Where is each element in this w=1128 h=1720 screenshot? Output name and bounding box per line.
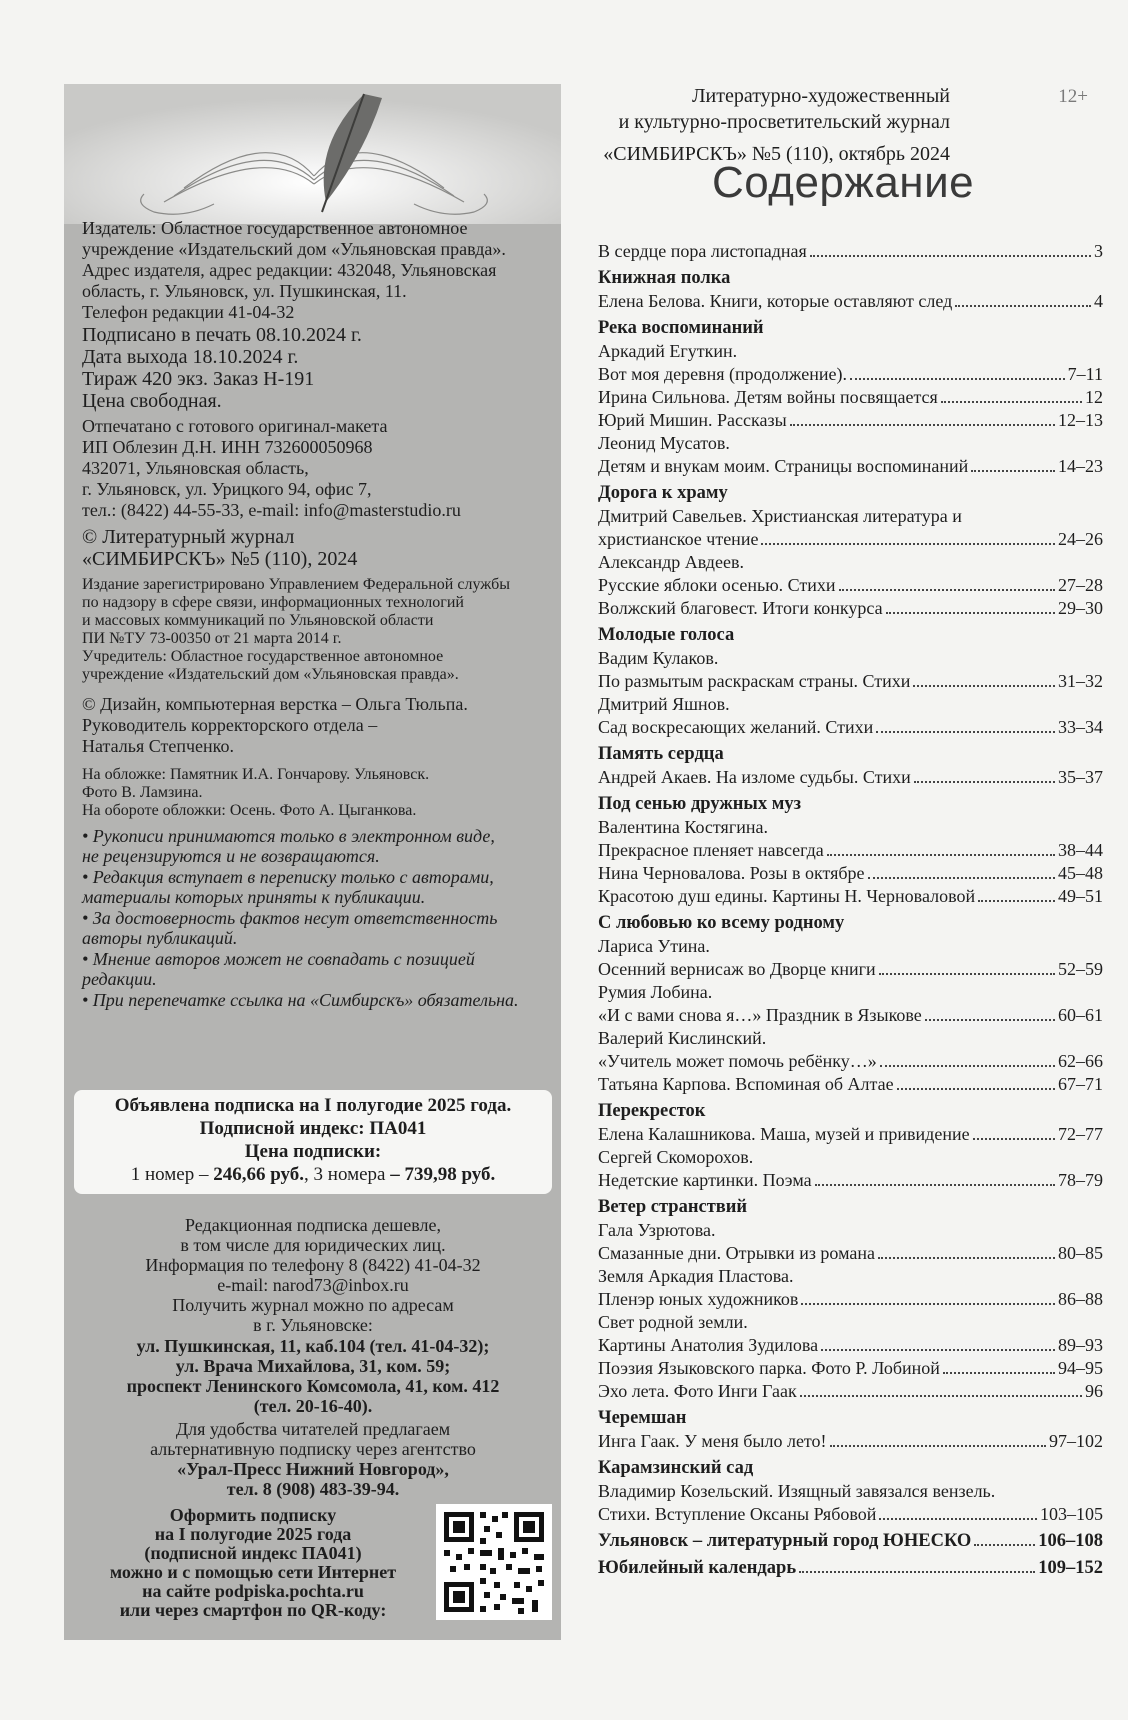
note-line: • Редакция вступает в переписку только с авторами, — [82, 867, 494, 887]
page-number: 52–59 — [1058, 959, 1103, 979]
alt-sub-line: альтернативную подписку через агентство — [150, 1439, 476, 1459]
toc-section-entry[interactable] — [598, 1530, 1103, 1553]
online-line: на сайте podpiska.pochta.ru — [142, 1581, 364, 1601]
dot-leader — [914, 781, 1055, 783]
quill-and-book-icon — [64, 84, 561, 224]
cover-line: На обложке: Памятник И.А. Гончарову. Ульяновск. — [82, 766, 430, 783]
page-number: 89–93 — [1058, 1335, 1103, 1355]
toc-section-entry[interactable] — [598, 1557, 1103, 1580]
printer-line: 432071, Ульяновская область, — [82, 458, 309, 478]
toc-entry[interactable] — [598, 1146, 1103, 1169]
page-number: 35–37 — [1058, 767, 1103, 787]
copyright-line: «СИМБИРСКЪ» №5 (110), 2024 — [82, 548, 358, 570]
dot-leader — [943, 1372, 1055, 1374]
entry-title: Вадим Кулаков. — [598, 648, 719, 668]
dot-leader — [830, 1445, 1046, 1447]
entry-title: Юбилейный календарь — [598, 1558, 797, 1578]
page-number: 14–23 — [1058, 456, 1103, 476]
registration-line: Издание зарегистрировано Управлением Федеральной службы — [82, 576, 510, 593]
note-line: материалы которых приняты к публикации. — [82, 887, 426, 907]
entry-title: Красотою душ едины. Картины Н. Черноваловой — [598, 886, 976, 906]
editorial-sub-line: Получить журнал можно по адресам — [172, 1295, 454, 1315]
dot-leader — [821, 1349, 1055, 1351]
entry-title: Юрий Мишин. Рассказы — [598, 410, 787, 430]
entry-title: Гала Узрютова. — [598, 1220, 716, 1240]
section-title: С любовью ко всему родному — [598, 913, 845, 933]
toc-entry[interactable] — [598, 409, 1103, 432]
section-title: Перекресток — [598, 1101, 706, 1121]
section-title: Под сенью дружных муз — [598, 794, 802, 814]
toc-entry[interactable] — [598, 528, 1103, 551]
address-line: ул. Врача Михайлова, 31, ком. 59; — [175, 1356, 451, 1376]
address-line: ул. Пушкинская, 11, каб.104 (тел. 41-04-32); — [136, 1336, 490, 1356]
toc-entry[interactable] — [598, 693, 1103, 716]
publisher-line: область, г. Ульяновск, ул. Пушкинская, 11. — [82, 281, 407, 301]
toc-entry[interactable] — [598, 862, 1103, 885]
entry-title: Елена Калашникова. Маша, музей и привидение — [598, 1124, 970, 1144]
toc-entry[interactable] — [598, 1219, 1103, 1242]
toc-entry[interactable] — [598, 1311, 1103, 1334]
dot-leader — [879, 973, 1055, 975]
dot-leader — [879, 1518, 1037, 1520]
section-title: Молодые голоса — [598, 625, 735, 645]
registration-line: учреждение «Издательский дом «Ульяновская правда». — [82, 666, 459, 683]
page-number: 96 — [1085, 1381, 1103, 1401]
dot-leader — [913, 685, 1055, 687]
page-number: 62–66 — [1058, 1051, 1103, 1071]
entry-title: христианское чтение — [598, 529, 759, 549]
toc-entry[interactable] — [598, 647, 1103, 670]
entry-title: «Учитель может помочь ребёнку…» — [598, 1051, 877, 1071]
page-number: 7–11 — [1067, 364, 1103, 384]
design-line: Руководитель корректорского отдела – — [82, 715, 378, 735]
printer-line: Отпечатано с готового оригинал-макета — [82, 416, 388, 436]
age-rating-badge: 12+ — [1058, 86, 1088, 107]
publisher-line: учреждение «Издательский дом «Ульяновская правда». — [82, 239, 506, 259]
dot-leader — [827, 854, 1055, 856]
print-info-line: Цена свободная. — [82, 390, 222, 412]
note-line: редакции. — [82, 969, 157, 989]
entry-title: Эхо лета. Фото Инги Гаак — [598, 1381, 797, 1401]
entry-title: Леонид Мусатов. — [598, 433, 730, 453]
printer-line: г. Ульяновск, ул. Урицкого 94, офис 7, — [82, 479, 372, 499]
print-info-line: Подписано в печать 08.10.2024 г. — [82, 324, 362, 346]
toc-section-heading[interactable] — [598, 1196, 1103, 1219]
toc-entry[interactable] — [598, 766, 1103, 789]
entry-title: Свет родной земли. — [598, 1312, 748, 1332]
publisher-line: Телефон редакции 41-04-32 — [82, 302, 295, 322]
dot-leader — [897, 1088, 1055, 1090]
section-title: Река воспоминаний — [598, 318, 764, 338]
toc-entry[interactable] — [598, 574, 1103, 597]
entry-title: Ирина Сильнова. Детям войны посвящается — [598, 387, 938, 407]
editorial-sub-line: Редакционная подписка дешевле, — [185, 1215, 441, 1235]
print-info-line: Дата выхода 18.10.2024 г. — [82, 346, 299, 368]
subscription-index: Подписной индекс: ПА041 — [199, 1118, 427, 1139]
publisher-line: Адрес издателя, адрес редакции: 432048, Ульяновская — [82, 260, 497, 280]
toc-entry[interactable] — [598, 981, 1103, 1004]
entry-title: Волжский благовест. Итоги конкурса — [598, 598, 883, 618]
page-number: 80–85 — [1058, 1243, 1103, 1263]
page-number: 86–88 — [1058, 1289, 1103, 1309]
dot-leader — [880, 1065, 1055, 1067]
print-info-line: Тираж 420 экз. Заказ Н-191 — [82, 368, 315, 390]
dot-leader — [839, 589, 1055, 591]
note-line: не рецензируются и не возвращаются. — [82, 846, 380, 866]
header-line: и культурно-просветительский журнал — [618, 111, 950, 133]
editorial-sub-line: Информация по телефону 8 (8422) 41-04-32 — [145, 1255, 481, 1275]
table-of-contents — [598, 240, 1103, 1580]
address-line: проспект Ленинского Комсомола, 41, ком. 412 — [126, 1376, 500, 1396]
page-number: 3 — [1094, 241, 1103, 261]
toc-entry[interactable] — [598, 1050, 1103, 1073]
page-number: 24–26 — [1058, 529, 1103, 549]
page-number: 60–61 — [1058, 1005, 1103, 1025]
entry-title: Владимир Козельский. Изящный завязался вензель. — [598, 1481, 996, 1501]
toc-entry[interactable] — [598, 1357, 1103, 1380]
dot-leader — [799, 1571, 1035, 1573]
section-title: Память сердца — [598, 744, 724, 764]
online-line: или через смартфон по QR-коду: — [119, 1600, 387, 1620]
toc-entry[interactable] — [598, 551, 1103, 574]
dot-leader — [876, 731, 1055, 733]
section-title: Черемшан — [598, 1408, 687, 1428]
note-line: авторы публикаций. — [82, 928, 238, 948]
registration-line: и массовых коммуникаций по Ульяновской области — [82, 612, 434, 629]
page-number: 29–30 — [1058, 598, 1103, 618]
toc-entry[interactable] — [598, 363, 1103, 386]
page-number: 38–44 — [1058, 840, 1103, 860]
entry-title: Недетские картинки. Поэма — [598, 1170, 812, 1190]
entry-title: Аркадий Егуткин. — [598, 341, 738, 361]
toc-entry[interactable] — [598, 1073, 1103, 1096]
registration-line: по надзору в сфере связи, информационных технологий — [82, 594, 464, 611]
toc-entry[interactable] — [598, 716, 1103, 739]
printer-line: тел.: (8422) 44-55-33, e-mail: info@masterstudio.ru — [82, 500, 461, 520]
agency-line: тел. 8 (908) 483-39-94. — [226, 1479, 400, 1499]
dot-leader — [801, 1303, 1055, 1305]
toc-entry[interactable] — [598, 1123, 1103, 1146]
dot-leader — [790, 424, 1055, 426]
dot-leader — [886, 612, 1055, 614]
header-line: Литературно-художественный — [691, 85, 950, 107]
dot-leader — [868, 877, 1055, 879]
toc-entry[interactable] — [598, 1288, 1103, 1311]
editorial-sub-line: в том числе для юридических лиц. — [180, 1235, 446, 1255]
page-number: 72–77 — [1058, 1124, 1103, 1144]
price-three-label: , 3 номера — [304, 1164, 391, 1185]
page-number: 78–79 — [1058, 1170, 1103, 1190]
subscription-price-label: Цена подписки: — [244, 1141, 382, 1162]
subscription-prices — [74, 1163, 552, 1186]
page-number: 67–71 — [1058, 1074, 1103, 1094]
design-line: © Дизайн, компьютерная верстка – Ольга Тюльпа. — [82, 694, 468, 714]
entry-title: Осенний вернисаж во Дворце книги — [598, 959, 876, 979]
entry-title: Лариса Утина. — [598, 936, 710, 956]
entry-title: Пленэр юных художников — [598, 1289, 799, 1309]
note-line: • Мнение авторов может не совпадать с позицией — [82, 949, 475, 969]
dot-leader — [810, 255, 1091, 257]
quill-ornament-banner — [64, 84, 561, 224]
entry-title: Сергей Скоморохов. — [598, 1147, 754, 1167]
toc-entry[interactable] — [598, 455, 1103, 478]
toc-entry[interactable] — [598, 670, 1103, 693]
toc-entry[interactable] — [598, 885, 1103, 908]
entry-title: Андрей Акаев. На изломе судьбы. Стихи — [598, 767, 911, 787]
copyright-line: © Литературный журнал — [82, 526, 295, 548]
toc-entry[interactable] — [598, 386, 1103, 409]
entry-title: Стихи. Вступление Оксаны Рябовой — [598, 1504, 877, 1524]
entry-title: Татьяна Карпова. Вспоминая об Алтае — [598, 1074, 894, 1094]
entry-title: Валерий Кислинский. — [598, 1028, 767, 1048]
dot-leader — [941, 401, 1082, 403]
entry-title: Земля Аркадия Пластова. — [598, 1266, 794, 1286]
online-line: на I полугодие 2025 года — [154, 1524, 352, 1544]
alt-sub-line: Для удобства читателей предлагаем — [175, 1419, 451, 1439]
page-number: 12–13 — [1058, 410, 1103, 430]
toc-entry[interactable] — [598, 1503, 1103, 1526]
online-line: Оформить подписку — [169, 1505, 337, 1525]
entry-title: Александр Авдеев. — [598, 552, 744, 572]
note-line: • При перепечатке ссылка на «Симбирскъ» обязательна. — [82, 990, 519, 1010]
toc-section-heading[interactable] — [598, 1100, 1103, 1123]
toc-section-heading[interactable] — [598, 624, 1103, 647]
cover-line: Фото В. Ламзина. — [82, 784, 203, 801]
toc-entry[interactable] — [598, 340, 1103, 363]
entry-title: Русские яблоки осенью. Стихи — [598, 575, 836, 595]
price-one-value: 246,66 руб. — [213, 1164, 305, 1185]
toc-section-heading[interactable] — [598, 793, 1103, 816]
toc-entry[interactable] — [598, 1480, 1103, 1503]
entry-title: Нина Черновалова. Розы в октябре — [598, 863, 865, 883]
toc-entry[interactable] — [598, 1242, 1103, 1265]
dot-leader — [925, 1019, 1055, 1021]
section-title: Карамзинский сад — [598, 1458, 754, 1478]
dot-leader — [878, 1257, 1055, 1259]
toc-entry[interactable] — [598, 839, 1103, 862]
toc-entry[interactable] — [598, 958, 1103, 981]
dot-leader — [974, 1544, 1035, 1546]
subscription-headline: Объявлена подписка на I полугодие 2025 года. — [114, 1095, 512, 1116]
toc-section-heading[interactable] — [598, 482, 1103, 505]
entry-title: Сад воскресающих желаний. Стихи — [598, 717, 874, 737]
entry-title: Картины Анатолия Зудилова — [598, 1335, 819, 1355]
entry-title: По размытым раскраскам страны. Стихи — [598, 671, 911, 691]
toc-section-heading[interactable] — [598, 317, 1103, 340]
entry-title: Поэзия Языковского парка. Фото Р. Лобиной — [598, 1358, 940, 1378]
dot-leader — [800, 1395, 1082, 1397]
subscription-box — [74, 1090, 552, 1194]
entry-title: Ульяновск – литературный город ЮНЕСКО — [598, 1531, 972, 1551]
toc-entry[interactable] — [598, 505, 1103, 528]
entry-title: В сердце пора листопадная — [598, 241, 807, 261]
page-number: 109–152 — [1038, 1558, 1103, 1578]
dot-leader — [815, 1184, 1055, 1186]
toc-entry[interactable] — [598, 1265, 1103, 1288]
toc-section-heading[interactable] — [598, 1407, 1103, 1430]
entry-title: Валентина Костягина. — [598, 817, 768, 837]
page-number: 4 — [1094, 291, 1103, 311]
toc-section-heading[interactable] — [598, 1457, 1103, 1480]
toc-entry[interactable] — [598, 1380, 1103, 1403]
page-title: Содержание — [712, 158, 975, 207]
note-line: • Рукописи принимаются только в электронном виде, — [82, 826, 495, 846]
toc-entry[interactable] — [598, 935, 1103, 958]
editorial-sub-line: в г. Ульяновске: — [253, 1315, 373, 1335]
toc-entry[interactable] — [598, 290, 1103, 313]
page-number: 12 — [1085, 387, 1103, 407]
toc-entry[interactable] — [598, 1004, 1103, 1027]
entry-title: Елена Белова. Книги, которые оставляют след — [598, 291, 953, 311]
dot-leader — [971, 470, 1055, 472]
toc-entry[interactable] — [598, 597, 1103, 620]
price-three-value: – 739,98 руб. — [390, 1164, 496, 1185]
online-line: (подписной индекс ПА041) — [144, 1543, 362, 1563]
dot-leader — [955, 305, 1091, 307]
page-number: 97–102 — [1049, 1431, 1103, 1451]
entry-title: Прекрасное пленяет навсегда — [598, 840, 824, 860]
entry-title: Детям и внукам моим. Страницы воспоминаний — [598, 456, 969, 476]
entry-title: «И с вами снова я…» Праздник в Языкове — [598, 1005, 922, 1025]
page-number: 106–108 — [1038, 1531, 1103, 1551]
toc-section-heading[interactable] — [598, 267, 1103, 290]
editorial-email: e-mail: narod73@inbox.ru — [217, 1275, 409, 1295]
price-one-label: 1 номер – — [130, 1164, 214, 1185]
toc-entry[interactable] — [598, 1027, 1103, 1050]
toc-entry[interactable] — [598, 432, 1103, 455]
qr-code-icon — [436, 1504, 552, 1620]
page-number: 33–34 — [1058, 717, 1103, 737]
publisher-line: Издатель: Областное государственное автономное — [82, 218, 468, 238]
toc-entry[interactable] — [598, 816, 1103, 839]
registration-line: ПИ №ТУ 73-00350 от 21 марта 2014 г. — [82, 630, 342, 647]
section-title: Книжная полка — [598, 268, 731, 288]
dot-leader — [761, 543, 1055, 545]
entry-title: Дмитрий Яшнов. — [598, 694, 730, 714]
dot-leader — [973, 1138, 1055, 1140]
toc-entry[interactable] — [598, 1169, 1103, 1192]
issue-line: «СИМБИРСКЪ» №5 (110), октябрь 2024 — [603, 143, 950, 165]
page-number: 94–95 — [1058, 1358, 1103, 1378]
section-title: Ветер странствий — [598, 1197, 748, 1217]
address-line: (тел. 20-16-40). — [253, 1396, 373, 1416]
toc-section-heading[interactable] — [598, 743, 1103, 766]
page-number: 49–51 — [1058, 886, 1103, 906]
toc-entry[interactable] — [598, 1430, 1103, 1453]
page-number: 27–28 — [1058, 575, 1103, 595]
toc-section-heading[interactable] — [598, 912, 1103, 935]
cover-line: На обороте обложки: Осень. Фото А. Цыганкова. — [82, 802, 417, 819]
note-line: • За достоверность фактов несут ответственность — [82, 908, 498, 928]
page-number: 31–32 — [1058, 671, 1103, 691]
online-line: можно и с помощью сети Интернет — [109, 1562, 397, 1582]
entry-title: Инга Гаак. У меня было лето! — [598, 1431, 827, 1451]
entry-title: Вот моя деревня (продолжение). — [598, 364, 847, 384]
imprint-panel — [64, 84, 561, 1640]
design-line: Наталья Степченко. — [82, 736, 234, 756]
toc-entry[interactable] — [598, 240, 1103, 263]
toc-entry[interactable] — [598, 1334, 1103, 1357]
section-title: Дорога к храму — [598, 483, 728, 503]
page-number: 103–105 — [1040, 1504, 1103, 1524]
page-number: 45–48 — [1058, 863, 1103, 883]
dot-leader — [850, 378, 1065, 380]
agency-line: «Урал-Пресс Нижний Новгород», — [177, 1459, 449, 1479]
entry-title: Румия Лобина. — [598, 982, 713, 1002]
dot-leader — [978, 900, 1055, 902]
entry-title: Дмитрий Савельев. Христианская литература и — [598, 506, 962, 526]
printer-line: ИП Облезин Д.Н. ИНН 732600050968 — [82, 437, 373, 457]
entry-title: Смазанные дни. Отрывки из романа — [598, 1243, 875, 1263]
registration-line: Учредитель: Областное государственное автономное — [82, 648, 444, 665]
